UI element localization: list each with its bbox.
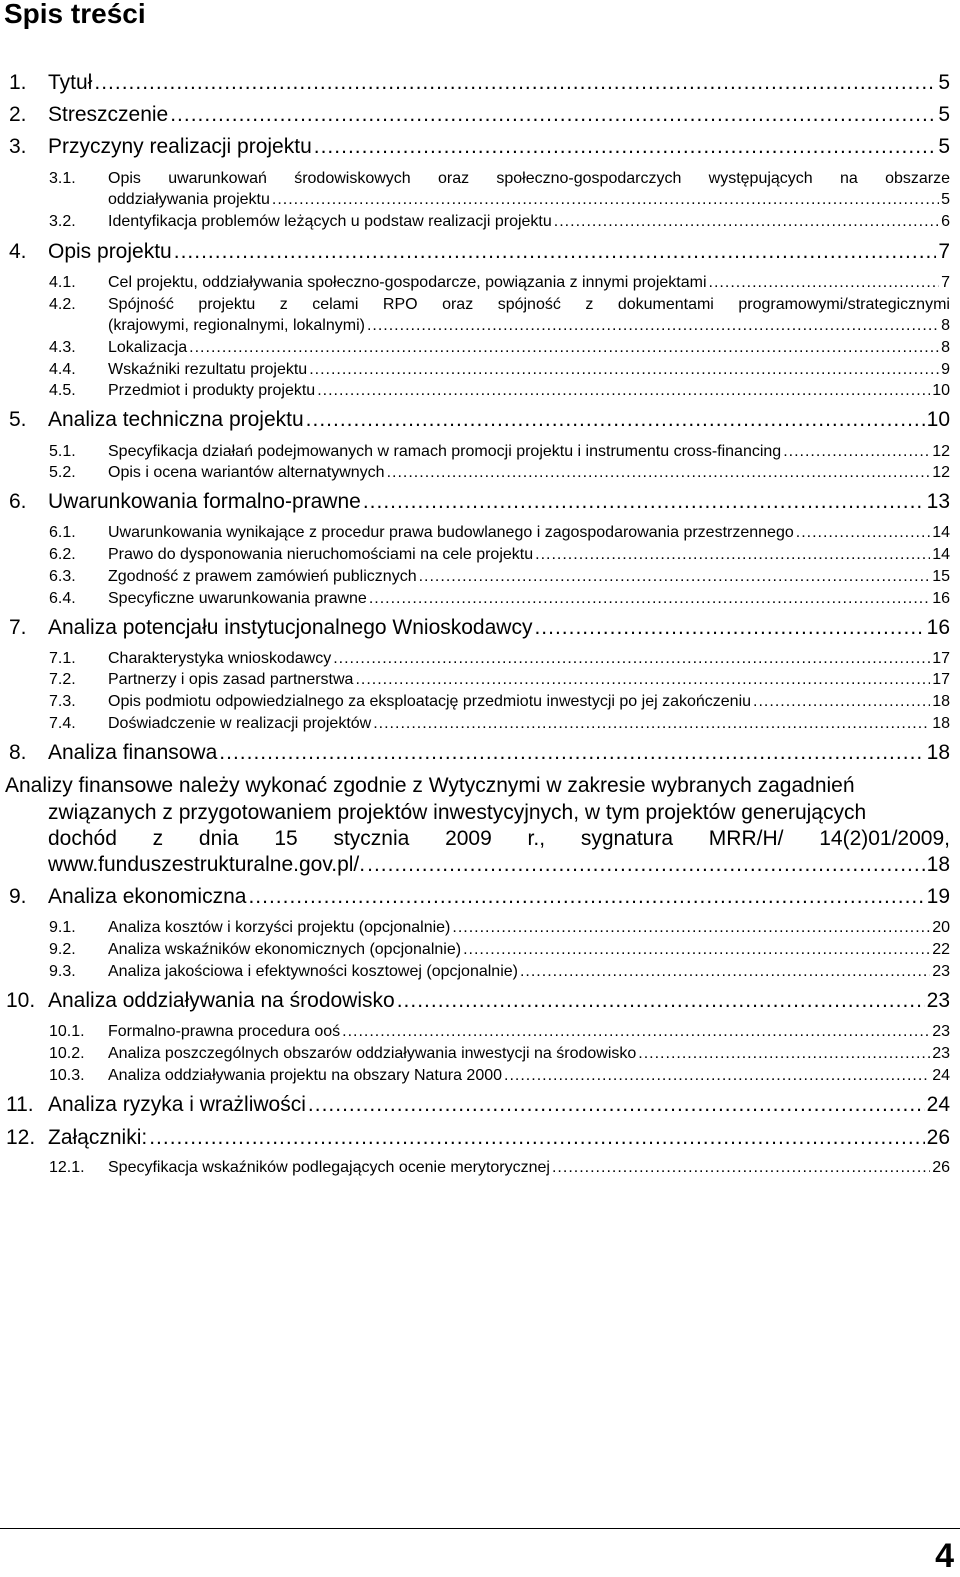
toc-leader-dots [552, 1157, 930, 1178]
toc-number: 9.3. [49, 963, 76, 980]
toc-page-number: 18 [932, 715, 950, 732]
toc-number: 9. [9, 885, 27, 908]
toc-title: Analiza ekonomiczna [48, 885, 247, 908]
toc-page-number: 26 [932, 1159, 950, 1176]
toc-number: 1. [9, 71, 27, 94]
toc-leader-dots [535, 544, 930, 565]
toc-title: Analiza oddziaływania projektu na obszary Natura 2000 [108, 1067, 503, 1084]
toc-number: 3.2. [49, 213, 76, 230]
toc-title: Analiza techniczna projektu [48, 408, 304, 431]
toc-title: Załączniki: [48, 1126, 148, 1149]
toc-leader-dots [342, 1021, 930, 1042]
toc-page-number: 12 [932, 464, 950, 481]
toc-title: Opis projektu [48, 240, 172, 263]
toc-title: Analiza poszczególnych obszarów oddziaływania inwestycji na środowisko [108, 1045, 637, 1062]
toc-title: Uwarunkowania formalno-prawne [48, 490, 361, 513]
toc-page-number: 7 [938, 240, 950, 263]
toc-page-number: 24 [926, 1093, 950, 1116]
toc-title: oddziaływania projektu [108, 191, 270, 208]
toc-leader-dots [387, 462, 931, 483]
toc-number: 3. [9, 135, 27, 158]
toc-page-number: 10 [932, 382, 950, 399]
toc-page-number: 6 [941, 213, 950, 230]
toc-title: (krajowymi, regionalnymi, lokalnymi) [108, 317, 365, 334]
toc-note-line-3: dochód z dnia 15 stycznia 2009 r., sygnatura MRR/H/ 14(2)01/2009, [48, 827, 950, 850]
toc-leader-dots [189, 337, 939, 358]
toc-title: Zgodność z prawem zamówień publicznych [108, 568, 417, 585]
toc-title: Przyczyny realizacji projektu [48, 135, 312, 158]
toc-page-number: 17 [932, 650, 950, 667]
toc-number: 5. [9, 408, 27, 431]
toc-number: 8. [9, 741, 27, 764]
toc-note-line-1: Analizy finansowe należy wykonać zgodnie z Wytycznymi w zakresie wybranych zagadnień [5, 774, 855, 797]
toc-leader-dots [638, 1043, 930, 1064]
toc-title: Uwarunkowania wynikające z procedur prawa budowlanego i zagospodarowania przestrzennego [108, 524, 794, 541]
toc-title: Przedmiot i produkty projektu [108, 382, 316, 399]
toc-title: Streszczenie [48, 103, 169, 126]
toc-page-number: 5 [938, 135, 950, 158]
toc-title: Identyfikacja problemów leżących u podstaw realizacji projektu [108, 213, 552, 230]
toc-title-line-1: Spójność projektu z celami RPO oraz spójność z dokumentami programowymi/strategicznymi [108, 296, 950, 313]
toc-page-number: 5 [938, 71, 950, 94]
toc-number: 2. [9, 103, 27, 126]
toc-page-number: 8 [941, 317, 950, 334]
toc-title-line-1: Opis uwarunkowań środowiskowych oraz społeczno-gospodarczych występujących na obszarze [108, 170, 950, 187]
toc-page-number: 22 [932, 941, 950, 958]
toc-leader-dots [170, 102, 936, 128]
toc-page-number: 23 [932, 1045, 950, 1062]
page-number: 4 [935, 1537, 954, 1575]
toc-leader-dots [174, 239, 937, 265]
toc-title: Analiza jakościowa i efektywności kosztowej (opcjonalnie) [108, 963, 518, 980]
toc-title: Opis podmiotu odpowiedzialnego za eksploatację przedmiotu inwestycji po jej zakończeniu [108, 693, 752, 710]
toc-leader-dots [520, 961, 930, 982]
toc-number: 10.2. [49, 1045, 85, 1062]
toc-leader-dots [554, 211, 939, 232]
toc-page-number: 14 [932, 546, 950, 563]
toc-page-number: 20 [932, 919, 950, 936]
toc-page-number: 19 [926, 885, 950, 908]
toc-leader-dots [306, 407, 925, 433]
toc-page-number: 23 [932, 1023, 950, 1040]
toc-note-line-2: związanych z przygotowaniem projektów inwestycyjnych, w tym projektów generujących [48, 801, 867, 824]
toc-title: Tytuł [48, 71, 93, 94]
toc-number: 4. [9, 240, 27, 263]
toc-number: 10.3. [49, 1067, 85, 1084]
toc-title: Charakterystyka wnioskodawcy [108, 650, 332, 667]
toc-number: 9.2. [49, 941, 76, 958]
toc-page-number: 5 [941, 191, 950, 208]
toc-leader-dots [534, 615, 924, 641]
toc-page-number: 10 [926, 408, 950, 431]
toc-title: Opis i ocena wariantów alternatywnych [108, 464, 385, 481]
toc-page-number: 18 [926, 741, 950, 764]
toc-page-number: 9 [941, 361, 950, 378]
toc-leader-dots [504, 1065, 930, 1086]
toc-title: Formalno-prawna procedura ooś [108, 1023, 341, 1040]
toc-number: 10. [6, 989, 36, 1012]
toc-leader-dots [333, 648, 930, 669]
toc-leader-dots [753, 691, 930, 712]
toc-page-number: 7 [941, 274, 950, 291]
toc-number: 12.1. [49, 1159, 85, 1176]
toc-number: 4.5. [49, 382, 76, 399]
toc-number: 5.1. [49, 443, 76, 460]
toc-title: Prawo do dysponowania nieruchomościami na cele projektu [108, 546, 534, 563]
toc-leader-dots [419, 566, 931, 587]
toc-title: Analiza potencjału instytucjonalnego Wnioskodawcy [48, 616, 533, 639]
toc-number: 4.4. [49, 361, 76, 378]
toc-number: 7.4. [49, 715, 76, 732]
toc-number: 4.2. [49, 296, 76, 313]
toc-number: 11. [6, 1093, 34, 1116]
toc-title: Lokalizacja [108, 339, 188, 356]
toc-page-number: 15 [932, 568, 950, 585]
toc-number: 10.1. [49, 1023, 85, 1040]
toc-number: 7.3. [49, 693, 76, 710]
toc-leader-dots [709, 272, 940, 293]
toc-leader-dots [309, 359, 939, 380]
toc-page-number: 18 [932, 693, 950, 710]
toc-title: www.funduszestrukturalne.gov.pl/. [48, 853, 366, 876]
toc-number: 7.1. [49, 650, 76, 667]
toc-leader-dots [363, 489, 925, 515]
toc-number: 7.2. [49, 671, 76, 688]
toc-leader-dots [272, 189, 939, 210]
toc-page-number: 24 [932, 1067, 950, 1084]
toc-number: 4.3. [49, 339, 76, 356]
toc-number: 4.1. [49, 274, 76, 291]
toc-leader-dots [317, 380, 930, 401]
page-title: Spis treści [4, 0, 146, 29]
toc-page-number: 14 [932, 524, 950, 541]
toc-page-number: 23 [932, 963, 950, 980]
toc-title: Analiza ryzyka i wrażliwości [48, 1093, 306, 1116]
toc-page-number: 16 [926, 616, 950, 639]
toc-page-number: 18 [926, 853, 950, 876]
toc-leader-dots [94, 70, 936, 96]
footer-divider [0, 1528, 960, 1529]
toc-page-number: 17 [932, 671, 950, 688]
toc-number: 9.1. [49, 919, 76, 936]
toc-leader-dots [463, 939, 930, 960]
toc-leader-dots [248, 884, 924, 910]
toc-number: 6. [9, 490, 27, 513]
toc-title: Analiza wskaźników ekonomicznych (opcjonalnie) [108, 941, 462, 958]
toc-page-number: 5 [938, 103, 950, 126]
toc-leader-dots [452, 917, 930, 938]
toc-title: Specyfikacja działań podejmowanych w ramach promocji projektu i instrumentu cross-financing [108, 443, 782, 460]
toc-leader-dots [367, 315, 939, 336]
toc-number: 6.3. [49, 568, 76, 585]
toc-leader-dots [149, 1125, 924, 1151]
toc-title: Specyfikacja wskaźników podlegających ocenie merytorycznej [108, 1159, 550, 1176]
toc-page-number: 16 [932, 590, 950, 607]
toc-leader-dots [369, 588, 930, 609]
toc-leader-dots [796, 522, 930, 543]
toc-number: 7. [9, 616, 27, 639]
toc-title: Cel projektu, oddziaływania społeczno-gospodarcze, powiązania z innymi projektami [108, 274, 707, 291]
toc-leader-dots [397, 988, 925, 1014]
toc-page-number: 13 [926, 490, 950, 513]
toc-leader-dots [783, 441, 930, 462]
toc-title: Wskaźniki rezultatu projektu [108, 361, 308, 378]
toc-leader-dots [367, 852, 925, 878]
toc-title: Analiza finansowa [48, 741, 218, 764]
toc-number: 12. [6, 1126, 36, 1149]
toc-number: 6.1. [49, 524, 76, 541]
toc-number: 6.4. [49, 590, 76, 607]
toc-title: Specyficzne uwarunkowania prawne [108, 590, 367, 607]
toc-leader-dots [373, 713, 930, 734]
toc-page-number: 23 [926, 989, 950, 1012]
toc-number: 3.1. [49, 170, 76, 187]
toc-number: 5.2. [49, 464, 76, 481]
toc-title: Analiza oddziaływania na środowisko [48, 989, 395, 1012]
toc-title: Doświadczenie w realizacji projektów [108, 715, 372, 732]
toc-leader-dots [219, 740, 924, 766]
toc-leader-dots [355, 669, 930, 690]
toc-title: Analiza kosztów i korzyści projektu (opcjonalnie) [108, 919, 451, 936]
toc-leader-dots [308, 1092, 925, 1118]
toc-page-number: 12 [932, 443, 950, 460]
toc-title: Partnerzy i opis zasad partnerstwa [108, 671, 354, 688]
toc-leader-dots [314, 134, 937, 160]
toc-number: 6.2. [49, 546, 76, 563]
toc-page-number: 26 [926, 1126, 950, 1149]
toc-page-number: 8 [941, 339, 950, 356]
